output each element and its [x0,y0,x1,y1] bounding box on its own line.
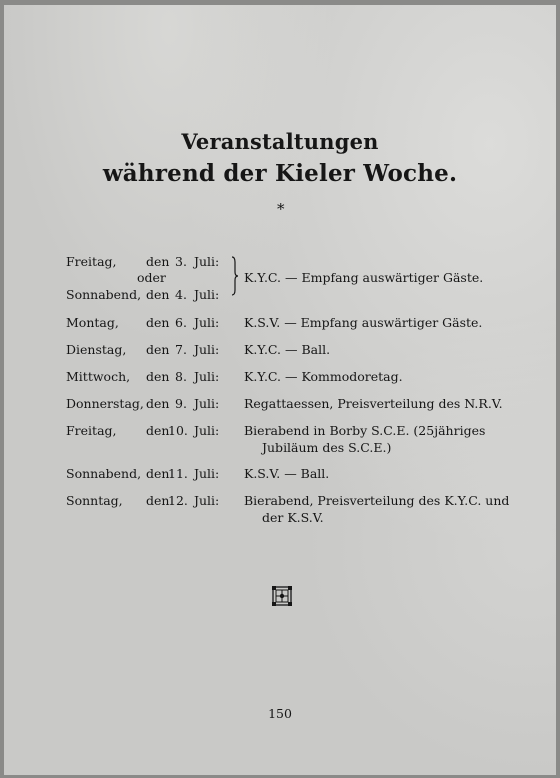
date-number: 6. [175,315,187,330]
event-text: Bierabend, Preisverteilung des K.Y.C. und [244,493,510,508]
date-number: 4. [175,287,187,302]
day-label: Sonnabend, [66,287,142,302]
month-label: Juli: [194,254,220,269]
page-number: 150 [268,706,292,721]
den-label: den [146,254,170,269]
title-line-2: während der Kieler Woche. [102,160,458,187]
date-number: 9. [175,396,187,411]
date-number: 7. [175,342,187,357]
month-label: Juli: [194,315,220,330]
day-label: Freitag, [66,254,117,269]
event-text: Bierabend in Borby S.C.E. (25jähriges [244,423,486,438]
den-label: den [146,423,170,438]
curly-brace [231,256,239,296]
ornament-icon [272,586,292,606]
den-label: den [146,342,170,357]
event-text: K.Y.C. — Kommodoretag. [244,369,403,384]
den-label: den [146,466,170,481]
date-number: 11. [168,466,188,481]
date-number: 8. [175,369,187,384]
oder-label: oder [137,270,166,285]
day-label: Sonnabend, [66,466,142,481]
event-text: K.Y.C. — Ball. [244,342,331,357]
day-label: Montag, [66,315,119,330]
day-label: Dienstag, [66,342,127,357]
day-label: Freitag, [66,423,117,438]
day-label: Sonntag, [66,493,123,508]
event-text-continued: Jubiläum des S.C.E.) [262,440,392,455]
den-label: den [146,315,170,330]
den-label: den [146,396,170,411]
event-text: K.S.V. — Empfang auswärtiger Gäste. [244,315,483,330]
day-label: Mittwoch, [66,369,131,384]
month-label: Juli: [194,466,220,481]
event-text-continued: der K.S.V. [262,510,324,525]
event-text: Regattaessen, Preisverteilung des N.R.V. [244,396,503,411]
month-label: Juli: [194,369,220,384]
month-label: Juli: [194,287,220,302]
event-text: K.Y.C. — Empfang auswärtiger Gäste. [244,270,484,285]
date-number: 10. [168,423,188,438]
event-text: K.S.V. — Ball. [244,466,330,481]
month-label: Juli: [194,493,220,508]
month-label: Juli: [194,423,220,438]
title-line-1: Veranstaltungen [181,129,379,154]
separator-asterisk: * [277,200,285,218]
date-number: 12. [168,493,188,508]
date-number: 3. [175,254,187,269]
page-sheet [4,5,556,775]
den-label: den [146,287,170,302]
den-label: den [146,369,170,384]
month-label: Juli: [194,396,220,411]
month-label: Juli: [194,342,220,357]
day-label: Donnerstag, [66,396,144,411]
den-label: den [146,493,170,508]
